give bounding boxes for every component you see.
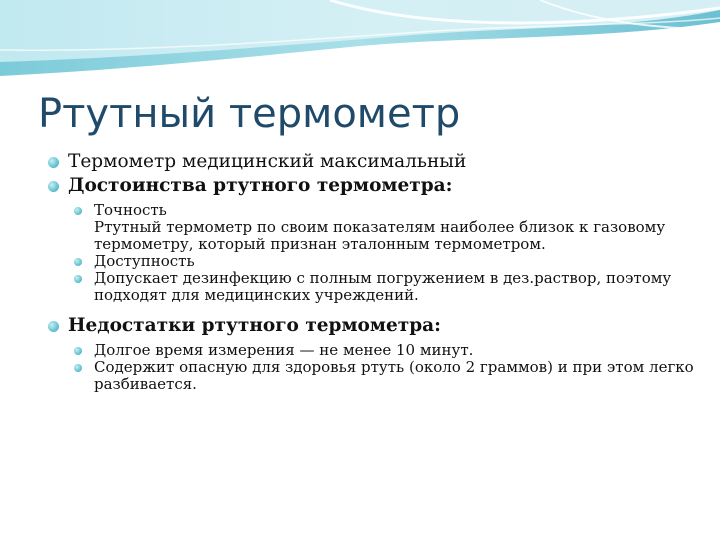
sub-list-item-continuation	[46, 219, 696, 253]
list-item-heading	[46, 314, 696, 338]
teal-bullet-icon	[48, 181, 59, 192]
list-item-text: Содержит опасную для здоровья ртуть (около 2 граммов) и при этом легко разбивается.	[94, 358, 694, 393]
header-wave-banner	[0, 0, 720, 80]
sub-list-item	[46, 270, 696, 304]
section-heading-disadvantages: Недостатки ртутного термометра:	[68, 315, 441, 336]
list-item	[46, 150, 696, 174]
sub-list-item	[46, 253, 696, 270]
sub-list-item	[46, 359, 696, 393]
teal-bullet-icon	[74, 258, 82, 266]
section-heading-advantages: Достоинства ртутного термометра:	[68, 175, 453, 196]
teal-bullet-icon	[74, 364, 82, 372]
teal-bullet-icon	[48, 321, 59, 332]
teal-bullet-icon	[48, 157, 59, 168]
slide-title: Ртутный термометр	[38, 91, 461, 137]
bullet-list	[46, 150, 696, 393]
list-item-text: Допускает дезинфекцию с полным погружением в дез.раствор, поэтому подходят для медицинских учреждений.	[94, 269, 672, 304]
list-item-text: Ртутный термометр по своим показателям наиболее близок к газовому термометру, который признан эталонным термометром.	[94, 218, 666, 253]
sub-list-item	[46, 342, 696, 359]
teal-bullet-icon	[74, 207, 82, 215]
teal-bullet-icon	[74, 275, 82, 283]
list-item-text: Долгое время измерения — не менее 10 минут.	[94, 341, 474, 359]
list-item-text: Точность	[94, 201, 167, 219]
teal-bullet-icon	[74, 347, 82, 355]
list-item-text: Доступность	[94, 252, 195, 270]
list-item-heading	[46, 174, 696, 198]
sub-list-item	[46, 202, 696, 219]
list-item-text: Термометр медицинский максимальный	[68, 151, 467, 172]
